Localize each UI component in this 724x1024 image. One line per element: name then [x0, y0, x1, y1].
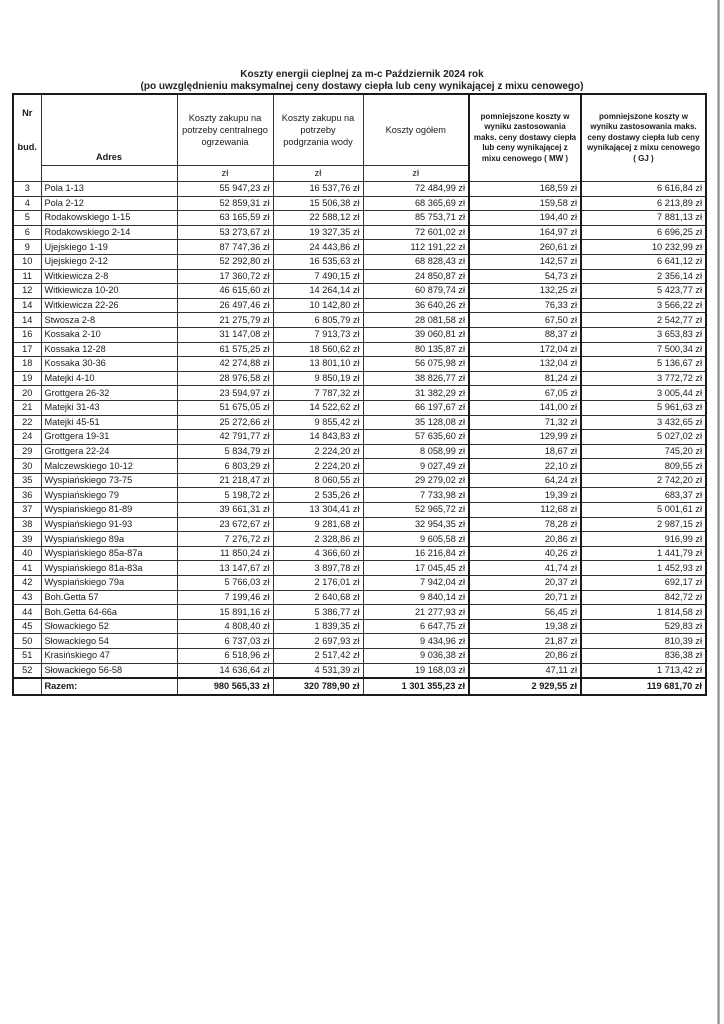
cell-reduced-cost-mw: 78,28 zł	[469, 517, 581, 532]
unit-address-empty	[41, 166, 177, 182]
document-subtitle: (po uwzględnieniu maksymalnej ceny dostawy ciepła lub ceny wynikającej z mixu cenowego)	[140, 81, 584, 92]
cell-total-cost: 56 075,98 zł	[363, 357, 469, 372]
cell-building-number: 43	[13, 590, 41, 605]
cell-reduced-cost-mw: 142,57 zł	[469, 254, 581, 269]
cell-reduced-cost-mw: 67,05 zł	[469, 386, 581, 401]
table-row	[13, 211, 706, 226]
cell-building-number: 18	[13, 357, 41, 372]
cell-heating-cost: 53 273,67 zł	[177, 225, 273, 240]
cell-address: Malczewskiego 10-12	[41, 459, 177, 474]
cell-total-cost: 85 753,71 zł	[363, 211, 469, 226]
cell-reduced-cost-gj: 7 881,13 zł	[581, 211, 706, 226]
cell-heating-cost: 15 891,16 zł	[177, 605, 273, 620]
cell-heating-cost: 55 947,23 zł	[177, 182, 273, 197]
cell-total-cost: 38 826,77 zł	[363, 371, 469, 386]
table-row	[13, 400, 706, 415]
cell-heating-cost: 17 360,72 zł	[177, 269, 273, 284]
cell-total-cost: 32 954,35 zł	[363, 517, 469, 532]
cell-heating-cost: 52 292,80 zł	[177, 254, 273, 269]
cell-total-cost: 9 840,14 zł	[363, 590, 469, 605]
table-row	[13, 576, 706, 591]
cell-address: Kossaka 2-10	[41, 327, 177, 342]
table-row	[13, 371, 706, 386]
cell-total-cost: 29 279,02 zł	[363, 473, 469, 488]
cell-reduced-cost-gj: 5 961,63 zł	[581, 400, 706, 415]
cell-heating-cost: 31 147,08 zł	[177, 327, 273, 342]
cell-building-number: 14	[13, 298, 41, 313]
table-row	[13, 430, 706, 445]
cell-reduced-cost-gj: 3 432,65 zł	[581, 415, 706, 430]
table-row	[13, 561, 706, 576]
cell-water-heating-cost: 8 060,55 zł	[273, 473, 363, 488]
cell-address: Kossaka 12-28	[41, 342, 177, 357]
cell-water-heating-cost: 24 443,86 zł	[273, 240, 363, 255]
cell-reduced-cost-gj: 10 232,99 zł	[581, 240, 706, 255]
cell-water-heating-cost: 4 531,39 zł	[273, 663, 363, 678]
cell-building-number: 24	[13, 430, 41, 445]
header-address: Adres	[41, 94, 177, 166]
cell-water-heating-cost: 7 490,15 zł	[273, 269, 363, 284]
cell-water-heating-cost: 9 855,42 zł	[273, 415, 363, 430]
cell-building-number: 19	[13, 371, 41, 386]
cell-address: Wyspiańskiego 79	[41, 488, 177, 503]
cell-reduced-cost-mw: 56,45 zł	[469, 605, 581, 620]
table-row	[13, 196, 706, 211]
cell-building-number: 36	[13, 488, 41, 503]
cell-address: Wyspiańskiego 81a-83a	[41, 561, 177, 576]
cell-address: Matejki 4-10	[41, 371, 177, 386]
header-total-cost: Koszty ogółem	[363, 94, 469, 166]
cell-building-number: 29	[13, 444, 41, 459]
cell-building-number: 4	[13, 196, 41, 211]
cell-reduced-cost-gj: 2 542,77 zł	[581, 313, 706, 328]
cell-heating-cost: 46 615,60 zł	[177, 284, 273, 299]
cell-heating-cost: 6 518,96 zł	[177, 649, 273, 664]
cell-water-heating-cost: 10 142,80 zł	[273, 298, 363, 313]
table-row	[13, 444, 706, 459]
cell-total-cost: 35 128,08 zł	[363, 415, 469, 430]
cell-total-cost: 9 605,58 zł	[363, 532, 469, 547]
cell-heating-cost: 21 275,79 zł	[177, 313, 273, 328]
cell-address: Ujejskiego 2-12	[41, 254, 177, 269]
table-row	[13, 619, 706, 634]
cell-address: Pola 1-13	[41, 182, 177, 197]
cell-reduced-cost-mw: 260,61 zł	[469, 240, 581, 255]
cell-address: Krasińskiego 47	[41, 649, 177, 664]
cell-address: Słowackiego 56-58	[41, 663, 177, 678]
header-reduced-cost-mw: pomniejszone koszty w wyniku zastosowania maks. ceny dostawy ciepła lub ceny wynikającej z mixu cenowego ( MW )	[469, 94, 581, 182]
cell-total-cost: 7 733,98 zł	[363, 488, 469, 503]
cell-address: Matejki 45-51	[41, 415, 177, 430]
header-nr-label: Nr	[22, 108, 33, 118]
cell-reduced-cost-gj: 3 653,83 zł	[581, 327, 706, 342]
cell-heating-cost: 5 834,79 zł	[177, 444, 273, 459]
header-building-number	[13, 94, 41, 182]
cell-water-heating-cost: 7 787,32 zł	[273, 386, 363, 401]
total-nr-empty	[13, 678, 41, 695]
cell-reduced-cost-gj: 6 616,84 zł	[581, 182, 706, 197]
cell-reduced-cost-mw: 67,50 zł	[469, 313, 581, 328]
cell-water-heating-cost: 2 328,86 zł	[273, 532, 363, 547]
cell-water-heating-cost: 2 697,93 zł	[273, 634, 363, 649]
cell-water-heating-cost: 1 839,35 zł	[273, 619, 363, 634]
cell-reduced-cost-mw: 172,04 zł	[469, 342, 581, 357]
cell-reduced-cost-gj: 692,17 zł	[581, 576, 706, 591]
table-row	[13, 605, 706, 620]
cell-address: Wyspiańskiego 81-89	[41, 503, 177, 518]
table-row	[13, 517, 706, 532]
cell-reduced-cost-mw: 164,97 zł	[469, 225, 581, 240]
cell-heating-cost: 6 737,03 zł	[177, 634, 273, 649]
cell-reduced-cost-gj: 809,55 zł	[581, 459, 706, 474]
cell-building-number: 12	[13, 284, 41, 299]
cell-reduced-cost-mw: 132,25 zł	[469, 284, 581, 299]
table-row	[13, 663, 706, 678]
cell-water-heating-cost: 2 224,20 zł	[273, 459, 363, 474]
cell-water-heating-cost: 7 913,73 zł	[273, 327, 363, 342]
cell-water-heating-cost: 2 517,42 zł	[273, 649, 363, 664]
cell-total-cost: 6 647,75 zł	[363, 619, 469, 634]
cell-address: Wyspiańskiego 73-75	[41, 473, 177, 488]
cell-reduced-cost-mw: 20,37 zł	[469, 576, 581, 591]
table-row	[13, 488, 706, 503]
table-row	[13, 182, 706, 197]
cell-water-heating-cost: 13 304,41 zł	[273, 503, 363, 518]
cell-reduced-cost-mw: 19,38 zł	[469, 619, 581, 634]
cell-total-cost: 57 635,60 zł	[363, 430, 469, 445]
cell-heating-cost: 61 575,25 zł	[177, 342, 273, 357]
cell-heating-cost: 14 636,64 zł	[177, 663, 273, 678]
cell-building-number: 6	[13, 225, 41, 240]
cell-water-heating-cost: 2 176,01 zł	[273, 576, 363, 591]
cell-reduced-cost-mw: 20,71 zł	[469, 590, 581, 605]
cell-total-cost: 9 027,49 zł	[363, 459, 469, 474]
table-row	[13, 473, 706, 488]
cell-reduced-cost-mw: 194,40 zł	[469, 211, 581, 226]
cell-heating-cost: 11 850,24 zł	[177, 546, 273, 561]
cell-building-number: 10	[13, 254, 41, 269]
cell-address: Ujejskiego 1-19	[41, 240, 177, 255]
cell-reduced-cost-gj: 842,72 zł	[581, 590, 706, 605]
cell-water-heating-cost: 15 506,38 zł	[273, 196, 363, 211]
cell-building-number: 30	[13, 459, 41, 474]
cell-heating-cost: 52 859,31 zł	[177, 196, 273, 211]
cell-reduced-cost-mw: 129,99 zł	[469, 430, 581, 445]
cell-heating-cost: 39 661,31 zł	[177, 503, 273, 518]
cell-building-number: 52	[13, 663, 41, 678]
cell-reduced-cost-gj: 2 987,15 zł	[581, 517, 706, 532]
cell-building-number: 42	[13, 576, 41, 591]
cell-total-cost: 19 168,03 zł	[363, 663, 469, 678]
cell-reduced-cost-mw: 159,58 zł	[469, 196, 581, 211]
cell-reduced-cost-gj: 6 696,25 zł	[581, 225, 706, 240]
cell-water-heating-cost: 14 522,62 zł	[273, 400, 363, 415]
cell-address: Witkiewicza 2-8	[41, 269, 177, 284]
cell-water-heating-cost: 2 535,26 zł	[273, 488, 363, 503]
cell-reduced-cost-gj: 2 356,14 zł	[581, 269, 706, 284]
cell-heating-cost: 42 274,88 zł	[177, 357, 273, 372]
cell-reduced-cost-mw: 20,86 zł	[469, 532, 581, 547]
cell-reduced-cost-mw: 141,00 zł	[469, 400, 581, 415]
cell-address: Wyspiańskiego 85a-87a	[41, 546, 177, 561]
cell-total-cost: 21 277,93 zł	[363, 605, 469, 620]
cell-address: Boh.Getta 57	[41, 590, 177, 605]
cell-address: Rodakowskiego 2-14	[41, 225, 177, 240]
cell-total-cost: 17 045,45 zł	[363, 561, 469, 576]
cell-heating-cost: 23 594,97 zł	[177, 386, 273, 401]
cell-address: Grottgera 26-32	[41, 386, 177, 401]
unit-water-heating-cost: zł	[273, 166, 363, 182]
cell-address: Boh.Getta 64-66a	[41, 605, 177, 620]
cell-water-heating-cost: 18 560,62 zł	[273, 342, 363, 357]
cell-heating-cost: 63 165,59 zł	[177, 211, 273, 226]
cell-address: Kossaka 30-36	[41, 357, 177, 372]
cell-building-number: 16	[13, 327, 41, 342]
total-reduced-mw: 2 929,55 zł	[469, 678, 581, 695]
cell-water-heating-cost: 16 537,76 zł	[273, 182, 363, 197]
cell-reduced-cost-mw: 54,73 zł	[469, 269, 581, 284]
cell-reduced-cost-gj: 2 742,20 zł	[581, 473, 706, 488]
cell-building-number: 39	[13, 532, 41, 547]
cell-heating-cost: 4 808,40 zł	[177, 619, 273, 634]
cell-building-number: 21	[13, 400, 41, 415]
table-row	[13, 313, 706, 328]
cell-reduced-cost-mw: 19,39 zł	[469, 488, 581, 503]
cell-total-cost: 9 036,38 zł	[363, 649, 469, 664]
cell-heating-cost: 26 497,46 zł	[177, 298, 273, 313]
total-reduced-gj: 119 681,70 zł	[581, 678, 706, 695]
cell-address: Pola 2-12	[41, 196, 177, 211]
cell-heating-cost: 28 976,58 zł	[177, 371, 273, 386]
cell-building-number: 40	[13, 546, 41, 561]
cell-address: Matejki 31-43	[41, 400, 177, 415]
cell-reduced-cost-gj: 916,99 zł	[581, 532, 706, 547]
cell-reduced-cost-gj: 836,38 zł	[581, 649, 706, 664]
cell-reduced-cost-gj: 3 772,72 zł	[581, 371, 706, 386]
cell-address: Witkiewicza 22-26	[41, 298, 177, 313]
cell-water-heating-cost: 13 801,10 zł	[273, 357, 363, 372]
cell-water-heating-cost: 2 640,68 zł	[273, 590, 363, 605]
cell-address: Wyspiańskiego 79a	[41, 576, 177, 591]
cell-water-heating-cost: 16 535,63 zł	[273, 254, 363, 269]
unit-total-cost: zł	[363, 166, 469, 182]
cell-reduced-cost-gj: 5 027,02 zł	[581, 430, 706, 445]
cell-total-cost: 72 484,99 zł	[363, 182, 469, 197]
table-row	[13, 532, 706, 547]
table-row	[13, 386, 706, 401]
table-row	[13, 590, 706, 605]
cell-reduced-cost-gj: 6 213,89 zł	[581, 196, 706, 211]
table-row	[13, 649, 706, 664]
cell-building-number: 11	[13, 269, 41, 284]
cell-reduced-cost-mw: 22,10 zł	[469, 459, 581, 474]
cell-water-heating-cost: 4 366,60 zł	[273, 546, 363, 561]
cell-heating-cost: 7 199,46 zł	[177, 590, 273, 605]
table-row	[13, 254, 706, 269]
cell-reduced-cost-mw: 47,11 zł	[469, 663, 581, 678]
cell-address: Słowackiego 54	[41, 634, 177, 649]
cell-reduced-cost-mw: 64,24 zł	[469, 473, 581, 488]
cell-total-cost: 72 601,02 zł	[363, 225, 469, 240]
cell-building-number: 35	[13, 473, 41, 488]
cell-reduced-cost-gj: 1 814,58 zł	[581, 605, 706, 620]
cell-building-number: 44	[13, 605, 41, 620]
cell-total-cost: 52 965,72 zł	[363, 503, 469, 518]
cell-heating-cost: 5 198,72 zł	[177, 488, 273, 503]
cell-water-heating-cost: 14 264,14 zł	[273, 284, 363, 299]
cell-reduced-cost-gj: 5 423,77 zł	[581, 284, 706, 299]
cell-reduced-cost-mw: 76,33 zł	[469, 298, 581, 313]
cell-reduced-cost-mw: 41,74 zł	[469, 561, 581, 576]
cell-address: Słowackiego 52	[41, 619, 177, 634]
cell-reduced-cost-mw: 20,86 zł	[469, 649, 581, 664]
cell-heating-cost: 25 272,66 zł	[177, 415, 273, 430]
header-bud-label: bud.	[17, 142, 37, 152]
cell-reduced-cost-gj: 1 713,42 zł	[581, 663, 706, 678]
header-heating-cost: Koszty zakupu na potrzeby centralnego ogrzewania	[177, 94, 273, 166]
cell-building-number: 38	[13, 517, 41, 532]
cell-total-cost: 60 879,74 zł	[363, 284, 469, 299]
cell-address: Rodakowskiego 1-15	[41, 211, 177, 226]
cell-total-cost: 68 365,69 zł	[363, 196, 469, 211]
cell-water-heating-cost: 22 588,12 zł	[273, 211, 363, 226]
cell-building-number: 20	[13, 386, 41, 401]
cell-building-number: 5	[13, 211, 41, 226]
cell-building-number: 45	[13, 619, 41, 634]
cell-reduced-cost-gj: 3 005,44 zł	[581, 386, 706, 401]
table-row	[13, 634, 706, 649]
cell-total-cost: 66 197,67 zł	[363, 400, 469, 415]
cell-address: Wyspiańskiego 89a	[41, 532, 177, 547]
total-total-cost: 1 301 355,23 zł	[363, 678, 469, 695]
heat-cost-table	[12, 93, 707, 696]
cell-total-cost: 39 060,81 zł	[363, 327, 469, 342]
cell-address: Grottgera 19-31	[41, 430, 177, 445]
cell-reduced-cost-gj: 5 136,67 zł	[581, 357, 706, 372]
table-row	[13, 357, 706, 372]
header-reduced-cost-gj: pomniejszone koszty w wyniku zastosowania maks. ceny dostawy ciepła lub ceny wynikającej z mixu cenowego ( GJ )	[581, 94, 706, 182]
cell-address: Grottgera 22-24	[41, 444, 177, 459]
cell-heating-cost: 51 675,05 zł	[177, 400, 273, 415]
cell-address: Wyspiańskiego 91-93	[41, 517, 177, 532]
cell-reduced-cost-gj: 529,83 zł	[581, 619, 706, 634]
total-row	[13, 678, 706, 695]
total-label: Razem:	[41, 678, 177, 695]
table-row	[13, 284, 706, 299]
header-water-heating-cost: Koszty zakupu na potrzeby podgrzania wody	[273, 94, 363, 166]
cell-total-cost: 8 058,99 zł	[363, 444, 469, 459]
cell-total-cost: 31 382,29 zł	[363, 386, 469, 401]
cell-water-heating-cost: 5 386,77 zł	[273, 605, 363, 620]
scan-edge	[717, 0, 720, 1024]
cell-building-number: 3	[13, 182, 41, 197]
table-row	[13, 240, 706, 255]
cell-total-cost: 24 850,87 zł	[363, 269, 469, 284]
cell-total-cost: 9 434,96 zł	[363, 634, 469, 649]
cell-heating-cost: 5 766,03 zł	[177, 576, 273, 591]
cell-water-heating-cost: 9 850,19 zł	[273, 371, 363, 386]
cell-reduced-cost-gj: 745,20 zł	[581, 444, 706, 459]
cell-water-heating-cost: 14 843,83 zł	[273, 430, 363, 445]
cell-heating-cost: 23 672,67 zł	[177, 517, 273, 532]
cell-building-number: 51	[13, 649, 41, 664]
cell-total-cost: 68 828,43 zł	[363, 254, 469, 269]
cell-water-heating-cost: 9 281,68 zł	[273, 517, 363, 532]
cell-total-cost: 112 191,22 zł	[363, 240, 469, 255]
cell-total-cost: 7 942,04 zł	[363, 576, 469, 591]
cell-total-cost: 80 135,87 zł	[363, 342, 469, 357]
cell-building-number: 9	[13, 240, 41, 255]
table-row	[13, 225, 706, 240]
table-row	[13, 415, 706, 430]
total-heating-cost: 980 565,33 zł	[177, 678, 273, 695]
cell-reduced-cost-mw: 112,68 zł	[469, 503, 581, 518]
cell-total-cost: 16 216,84 zł	[363, 546, 469, 561]
table-row	[13, 459, 706, 474]
document-title: Koszty energii cieplnej za m-c Październik 2024 rok	[240, 69, 484, 80]
table-row	[13, 503, 706, 518]
table-row	[13, 342, 706, 357]
cell-total-cost: 28 081,58 zł	[363, 313, 469, 328]
cell-reduced-cost-mw: 81,24 zł	[469, 371, 581, 386]
cell-reduced-cost-mw: 21,87 zł	[469, 634, 581, 649]
table-row	[13, 546, 706, 561]
cell-reduced-cost-mw: 18,67 zł	[469, 444, 581, 459]
cell-reduced-cost-gj: 683,37 zł	[581, 488, 706, 503]
cell-heating-cost: 7 276,72 zł	[177, 532, 273, 547]
cell-reduced-cost-gj: 6 641,12 zł	[581, 254, 706, 269]
cell-water-heating-cost: 6 805,79 zł	[273, 313, 363, 328]
cell-water-heating-cost: 2 224,20 zł	[273, 444, 363, 459]
cell-reduced-cost-gj: 1 452,93 zł	[581, 561, 706, 576]
cell-reduced-cost-gj: 1 441,79 zł	[581, 546, 706, 561]
cell-total-cost: 36 640,26 zł	[363, 298, 469, 313]
table-row	[13, 327, 706, 342]
cell-address: Witkiewicza 10-20	[41, 284, 177, 299]
cell-heating-cost: 6 803,29 zł	[177, 459, 273, 474]
cell-reduced-cost-mw: 40,26 zł	[469, 546, 581, 561]
cell-heating-cost: 42 791,77 zł	[177, 430, 273, 445]
cell-water-heating-cost: 19 327,35 zł	[273, 225, 363, 240]
cell-reduced-cost-gj: 810,39 zł	[581, 634, 706, 649]
cell-building-number: 14	[13, 313, 41, 328]
unit-heating-cost: zł	[177, 166, 273, 182]
total-water-heating-cost: 320 789,90 zł	[273, 678, 363, 695]
cell-reduced-cost-mw: 168,59 zł	[469, 182, 581, 197]
cell-building-number: 50	[13, 634, 41, 649]
table-row	[13, 298, 706, 313]
cell-reduced-cost-gj: 3 566,22 zł	[581, 298, 706, 313]
table-row	[13, 269, 706, 284]
cell-building-number: 41	[13, 561, 41, 576]
cell-reduced-cost-gj: 5 001,61 zł	[581, 503, 706, 518]
cell-water-heating-cost: 3 897,78 zł	[273, 561, 363, 576]
cell-address: Stwosza 2-8	[41, 313, 177, 328]
cell-reduced-cost-mw: 71,32 zł	[469, 415, 581, 430]
cell-heating-cost: 13 147,67 zł	[177, 561, 273, 576]
cell-building-number: 22	[13, 415, 41, 430]
cell-building-number: 37	[13, 503, 41, 518]
cell-heating-cost: 87 747,36 zł	[177, 240, 273, 255]
cell-reduced-cost-mw: 88,37 zł	[469, 327, 581, 342]
cell-heating-cost: 21 218,47 zł	[177, 473, 273, 488]
cell-reduced-cost-mw: 132,04 zł	[469, 357, 581, 372]
cell-building-number: 17	[13, 342, 41, 357]
cell-reduced-cost-gj: 7 500,34 zł	[581, 342, 706, 357]
